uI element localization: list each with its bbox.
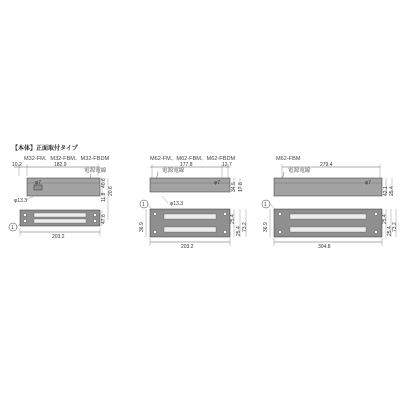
model-3-front-h3: 25.4 <box>387 226 393 236</box>
model-3-front-h2: 25.4 <box>382 214 388 224</box>
model-2-big-dia: φ13.3 <box>170 201 183 207</box>
model-1-span: 182.9 <box>54 162 67 168</box>
model-1-width: 203.2 <box>52 234 65 240</box>
model-3-names: M62-FBM <box>276 156 301 162</box>
model-2-front-h3: 25.4 <box>236 226 242 236</box>
model-1-offset: 10.2 <box>12 162 22 168</box>
model-3-front-h1: 36.9 <box>263 222 269 232</box>
model-2-drawing <box>139 156 248 250</box>
model-2-h2: 17.8 <box>238 182 244 192</box>
model-1-h3: 20.6 <box>108 186 114 196</box>
model-1-front-h: 47.6 <box>101 214 107 224</box>
model-1-big-dia: φ13.3 <box>14 198 27 204</box>
model-3-wire-label: 電源電線 <box>288 168 311 174</box>
model-1-front-plate <box>20 210 100 226</box>
model-2-small-dia: φ7 <box>214 180 221 186</box>
model-1-h1: 40.6 <box>101 178 107 188</box>
model-2-front-plate <box>150 209 230 237</box>
model-3-front-h4: 73.2 <box>392 222 398 232</box>
model-3-small-dia: φ7 <box>365 180 372 186</box>
model-3-width: 304.8 <box>318 244 331 250</box>
model-3-h1: 42.1 <box>383 186 389 196</box>
model-2-offset: 12.7 <box>222 162 232 168</box>
model-3-front-plate <box>274 209 382 237</box>
model-2-names: M62-FM、M62-FBM、M62-FBDM <box>150 156 236 162</box>
model-3-span: 279.4 <box>320 162 333 168</box>
model-1-callout-num: 1 <box>11 225 14 231</box>
model-3-h2: 25.4 <box>389 186 395 196</box>
model-2-span: 177.8 <box>180 162 193 168</box>
model-1-h4: 11.8 <box>101 192 107 202</box>
model-2-callout-num: 1 <box>142 202 145 208</box>
section-title: 【本体】正面取付タイプ <box>12 146 78 152</box>
model-1-small-dia: φ7 <box>35 180 42 186</box>
model-2-front-h2: 25.4 <box>230 214 236 224</box>
model-1-names: M32-FM、M32-FBM、M32-FBDM <box>24 156 110 162</box>
model-1-wire-label: 電源電線 <box>84 168 107 174</box>
model-1-drawing <box>9 156 114 240</box>
model-2-width: 203.2 <box>181 244 194 250</box>
model-3-drawing <box>262 156 398 250</box>
model-2-wire-label: 電源電線 <box>162 168 185 174</box>
model-2-h1: 34.5 <box>231 182 237 192</box>
model-3-callout-num: 1 <box>264 202 267 208</box>
model-2-front-h4: 73.2 <box>242 222 248 232</box>
model-2-front-h1: 36.9 <box>139 222 145 232</box>
